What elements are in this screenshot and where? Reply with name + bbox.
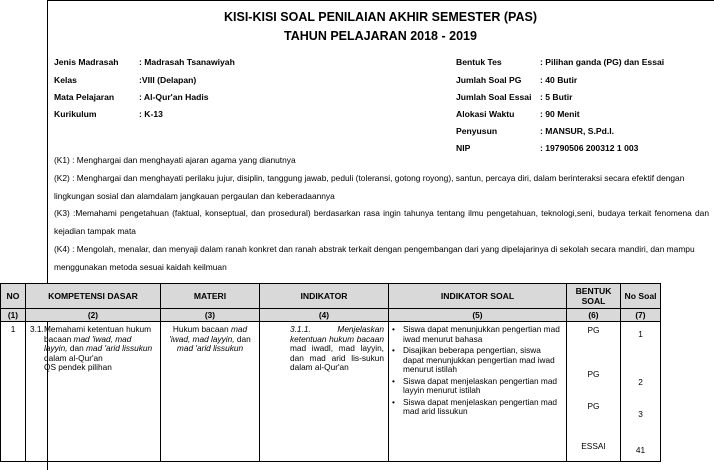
cell-no-soal bbox=[621, 322, 661, 462]
ki-k1: (K1) : Menghargai dan menghayati ajaran agama yang dianutnya bbox=[54, 155, 296, 165]
kompetensi-inti-block bbox=[54, 152, 709, 277]
document-title: KISI-KISI SOAL PENILAIAN AKHIR SEMESTER (PAS) bbox=[224, 10, 537, 24]
indikator-soal-item: • Siswa dapat menjelaskan pengertian mad mad arid lissukun bbox=[392, 398, 563, 417]
header-number: (5) bbox=[389, 309, 567, 322]
cell-indikator-soal bbox=[389, 322, 567, 462]
header-number: (2) bbox=[26, 309, 161, 322]
header-number: (6) bbox=[567, 309, 621, 322]
ki-k3: (K3) :Memahami pengetahuan (faktual, konseptual, dan prosedural) berdasarkan rasa ingin tahunya tentang ilmu pengetahuan, teknologi,seni, budaya terkait fenomena dan kejadian tampak mata bbox=[54, 208, 709, 237]
kd-number: 3.1. bbox=[30, 324, 44, 334]
indikator-soal-item: • Siswa dapat menjelaskan pengertian mad layyin menurut istilah bbox=[392, 377, 563, 396]
cell-materi: Hukum bacaan mad 'iwad, mad layyin, dan mad 'arid lissukun bbox=[161, 322, 260, 462]
document-subtitle: TAHUN PELAJARAN 2018 - 2019 bbox=[284, 29, 477, 43]
cell-bentuk-soal bbox=[567, 322, 621, 462]
no-soal-item: 2 bbox=[638, 377, 643, 387]
table-header-row bbox=[1, 284, 661, 309]
kisi-kisi-table bbox=[0, 283, 661, 462]
cell-kompetensi-dasar bbox=[26, 322, 161, 462]
header-number: (4) bbox=[260, 309, 389, 322]
kd-text: Memahami ketentuan hukum bacaan mad 'iwad, mad layyin, dan mad 'arid lissukun dalam al-Qur'an QS pendek pilihan bbox=[44, 324, 153, 373]
header-indikator-soal: INDIKATOR SOAL bbox=[389, 284, 567, 309]
header-no-soal: No Soal bbox=[621, 284, 661, 309]
no-soal-item: 1 bbox=[638, 329, 643, 339]
ki-k4: (K4) : Mengolah, menalar, dan menyaji dalam ranah konkret dan ranah abstrak terkait dengan pengembangan dari yang dipelajarinya di sekolah secara mandiri, dan mampu menggunakan metoda sesuai kaidah keilmuan bbox=[54, 243, 695, 272]
bentuk-item: PG bbox=[587, 369, 600, 379]
table-header-number-row bbox=[1, 309, 661, 322]
header-number: (1) bbox=[1, 309, 26, 322]
ki-k2: (K2) : Menghargai dan menghayati perilaku jujur, disiplin, tanggung jawab, peduli (toleransi, gotong royong), santun, percaya diri, dalam berinteraksi secara efektif dengan lingkungan sosial dan alamdalam jangkauan pergaulan dan keberadaannya bbox=[54, 172, 685, 201]
cell-indikator: 3.1.1. Menjelaskan ketentuan hukum bacaan mad iwadl, mad layyin, dan mad arid lis-sukun dalam al-Qur'an bbox=[260, 322, 389, 462]
cell-no: 1 bbox=[1, 322, 26, 462]
header-bentuk-soal: BENTUK SOAL bbox=[567, 284, 621, 309]
header-kompetensi-dasar: KOMPETENSI DASAR bbox=[26, 284, 161, 309]
bentuk-item: PG bbox=[587, 401, 600, 411]
bentuk-item: ESSAI bbox=[581, 441, 606, 451]
no-soal-item: 3 bbox=[638, 409, 643, 419]
table-row bbox=[1, 322, 661, 462]
indikator-soal-item: • Disajikan beberapa pengertian, siswa dapat menunjukkan pengertian mad iwad menurut istilah bbox=[392, 346, 563, 375]
header-indikator: INDIKATOR bbox=[260, 284, 389, 309]
header-materi: MATERI bbox=[161, 284, 260, 309]
bentuk-item: PG bbox=[587, 325, 600, 335]
header-number: (7) bbox=[621, 309, 661, 322]
header-number: (3) bbox=[161, 309, 260, 322]
header-no: NO bbox=[1, 284, 26, 309]
indikator-soal-item: • Siswa dapat menunjukkan pengertian mad iwad menurut bahasa bbox=[392, 325, 563, 344]
no-soal-item: 41 bbox=[635, 445, 646, 455]
